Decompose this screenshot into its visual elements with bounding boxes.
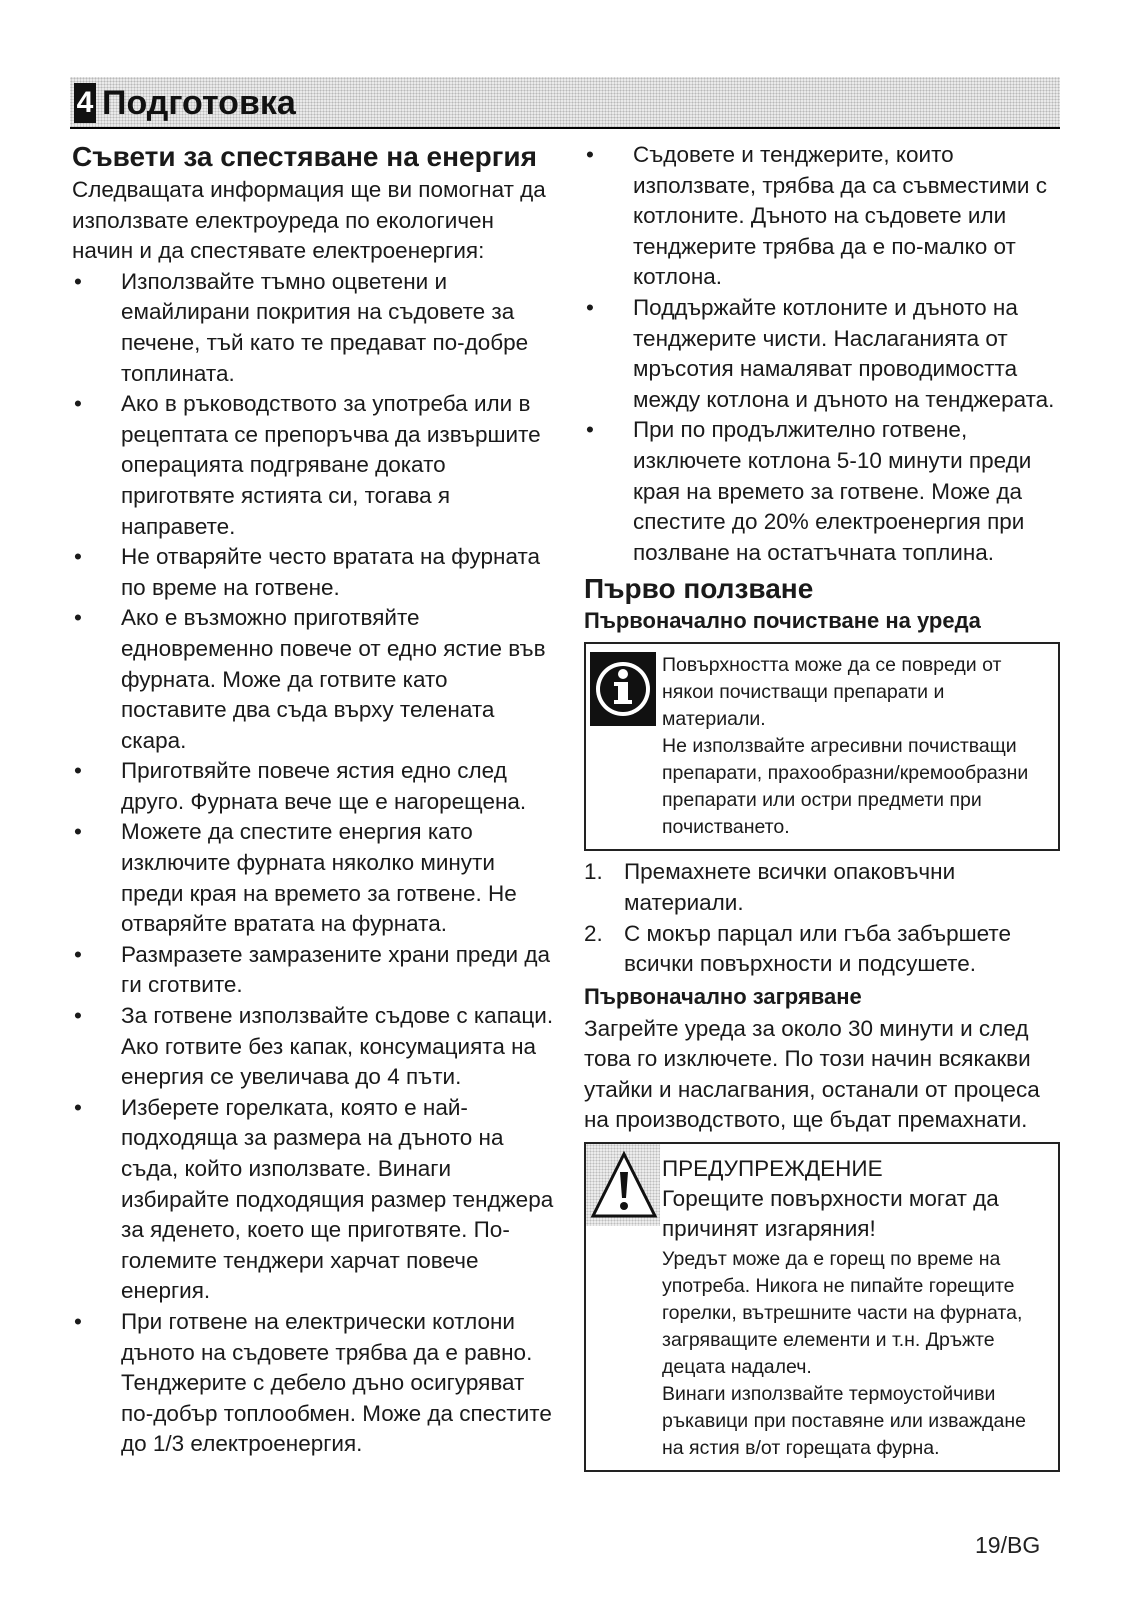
list-item: • Ако в ръководството за употреба или в рецептата се препоръчва да извършите операцията подгряване докато приготвяте ястията си, тогава я направете. — [74, 391, 541, 539]
initial-heating-text: Загрейте уреда за около 30 минути и след това го изключете. По този начин всякакви утайки и наслагвания, останали от процеса на производството, ще бъдат премахнати. — [584, 1015, 1040, 1133]
list-item: • Съдовете и тенджерите, които използвате, трябва да са съвместими с котлоните. Дъното на съдовете или тенджерите трябва да е по-малко от котлона. — [586, 142, 1047, 290]
list-item: • Ако е възможно приготвяйте едновременно повече от едно ястие във фурната. Може да готвите като поставите два съда върху телената скара. — [74, 605, 546, 753]
energy-saving-list — [72, 267, 557, 1460]
list-item: • Изберете горелката, която е най-подходяща за размера на дъното на съда, който използвате. Винаги избирайте подходящия размер тенджера за яденето, което ще приготвяте. По-големите тенджери харчат повече енергия. — [74, 1094, 554, 1304]
warning-icon — [590, 1150, 658, 1225]
section-number: 4 — [74, 83, 96, 123]
info-notice-text-1: Повърхността може да се повреди от някои почистващи препарати и материали. — [662, 654, 1002, 731]
list-item: 2. С мокър парцал или гъба забършете всички повърхности и подсушете. — [584, 920, 1011, 977]
list-item: • Можете да спестите енергия като изключите фурната няколко минути преди края на времето за готвене. Не отваряйте вратата на фурната. — [74, 819, 517, 937]
energy-saving-heading: Съвети за спестяване на енергия — [72, 141, 537, 172]
list-item: • Използвайте тъмно оцветени и емайлирани покрития на съдовете за печене, тъй като те предават по-добре топлината. — [74, 268, 529, 386]
info-notice — [584, 642, 1060, 851]
list-item: • При готвене на електрически котлони дъното на съдовете трябва да е равно. Тенджерите с дебело дъно осигуряват по-добър топлообмен. Може да спестите до 1/3 електроенергия. — [74, 1308, 552, 1457]
section-title: Подготовка — [102, 84, 296, 122]
section-header — [70, 77, 1060, 129]
list-item: • За готвене използвайте съдове с капаци. Ако готвите без капак, консумацията на енергия се увеличава до 4 пъти. — [74, 1003, 554, 1090]
energy-saving-intro: Следващата информация ще ви помогнат да използвате електроуреда по екологичен начин и да спестявате електроенергия: — [72, 177, 546, 264]
warning-text-1: Уредът може да е горещ по време на употреба. Никога не пипайте горещите горелки, вътрешните части на фурната, загряващите елементи и т.н. Дръжте децата надалеч. — [662, 1248, 1023, 1379]
warning-subtitle: Горещите повърхности могат да причинят изгаряния! — [662, 1186, 999, 1242]
list-item: • Поддържайте котлоните и дъното на тенджерите чисти. Наслаганията от мръсотия намаляват проводимостта между котлона и дъното на тенджерата. — [586, 294, 1055, 412]
right-column — [584, 140, 1060, 1478]
list-item: • Не отваряйте често вратата на фурната по време на готвене. — [74, 544, 541, 600]
info-notice-text-2: Не използвайте агресивни почистващи препарати, прахообразни/кремообразни препарати или остри предмети при почистването. — [662, 735, 1029, 839]
list-item: • При по продължително готвене, изключете котлона 5-10 минути преди края на времето за готвене. Може да спестите до 20% електроенергия при позлване на остатъчната топлина. — [586, 417, 1032, 565]
warning-text-2: Винаги използвайте термоустойчиви ръкавици при поставяне или изваждане на ястия в/от горещата фурна. — [662, 1383, 1027, 1460]
warning-notice — [584, 1142, 1060, 1472]
info-icon — [590, 652, 656, 731]
list-item: 1. Премахнете всички опаковъчни материали. — [584, 859, 956, 915]
page-number: 19/BG — [975, 1532, 1041, 1558]
cookware-tips-list — [584, 140, 1060, 568]
warning-title: ПРЕДУПРЕЖДЕНИЕ — [662, 1156, 883, 1182]
left-column — [72, 140, 557, 1460]
first-use-heading: Първо ползване — [584, 573, 814, 605]
initial-cleaning-heading: Първоначално почистване на уреда — [584, 608, 981, 634]
initial-heating-heading: Първоначално загряване — [584, 983, 862, 1009]
initial-cleaning-steps — [584, 857, 1060, 979]
list-item: • Приготвяйте повече ястия едно след друго. Фурната вече ще е нагорещена. — [74, 758, 527, 814]
list-item: • Размразете замразените храни преди да ги сготвите. — [74, 941, 551, 998]
